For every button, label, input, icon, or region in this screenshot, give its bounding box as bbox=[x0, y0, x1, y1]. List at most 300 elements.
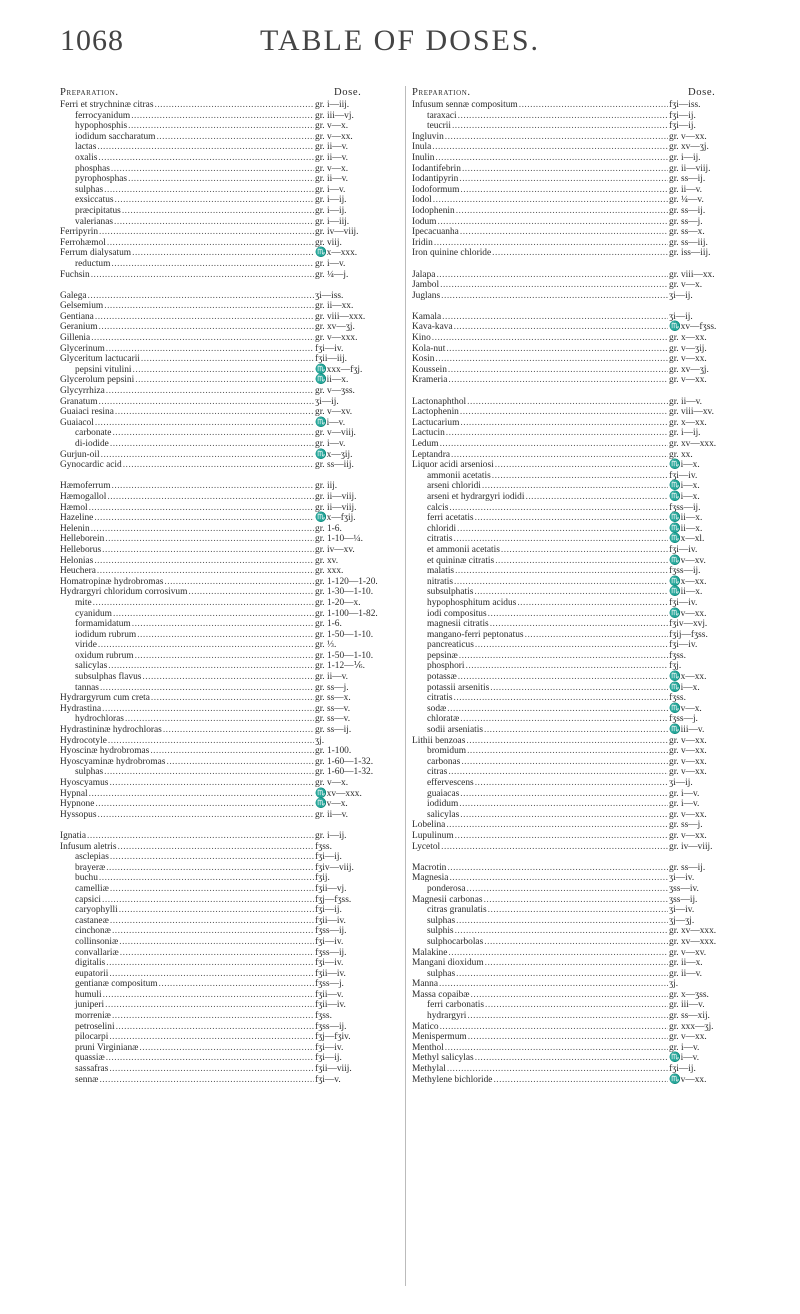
dose-value: gr. xxx—ʒj. bbox=[669, 1021, 714, 1032]
preparation-name: bromidum bbox=[427, 746, 467, 757]
leader-dots bbox=[132, 619, 314, 630]
dose-value: ♏x—xx. bbox=[669, 576, 707, 587]
leader-dots bbox=[103, 990, 314, 1001]
preparation-name: iodi compositus bbox=[427, 608, 487, 619]
preparation-name: Iodophenin bbox=[412, 205, 455, 216]
dose-entry bbox=[60, 958, 410, 969]
preparation-name: Hyoscyamus bbox=[60, 778, 109, 788]
leader-dots bbox=[475, 778, 668, 789]
dose-value: ♏iii—v. bbox=[669, 725, 705, 736]
leader-dots bbox=[107, 238, 314, 249]
column-divider bbox=[405, 86, 406, 1286]
entry-list bbox=[412, 100, 764, 1085]
leader-dots bbox=[97, 142, 314, 153]
dose-entry bbox=[60, 842, 410, 853]
leader-dots bbox=[460, 185, 668, 196]
dose-value: gr. v—xx. bbox=[669, 354, 707, 365]
dose-entry bbox=[60, 926, 410, 937]
dose-value: ʒi—ij. bbox=[669, 778, 693, 788]
dose-value: ♏xxx—fʒj. bbox=[315, 364, 363, 375]
preparation-name: subsulphatis bbox=[427, 587, 474, 598]
preparation-name: Iodoformum bbox=[412, 184, 460, 195]
preparation-name: potassii arsenitis bbox=[427, 682, 490, 693]
preparation-name: iodidum saccharatum bbox=[75, 131, 156, 142]
leader-dots bbox=[492, 471, 668, 482]
leader-dots bbox=[460, 407, 668, 418]
dose-entry bbox=[412, 153, 764, 164]
leader-dots bbox=[163, 725, 314, 736]
dose-entry bbox=[412, 884, 764, 895]
dose-value: ʒi—ij. bbox=[669, 290, 693, 301]
dose-entry bbox=[412, 746, 764, 757]
dose-entry bbox=[412, 683, 764, 694]
preparation-name: hydrochloras bbox=[75, 714, 124, 725]
preparation-name: Infusum sennæ compositum bbox=[412, 100, 518, 110]
dose-value: ♏v—x. bbox=[315, 799, 348, 810]
preparation-name: potassæ bbox=[427, 672, 457, 683]
dose-value: gr. ii—v. bbox=[315, 809, 348, 820]
dose-value: gr. ss—ij. bbox=[315, 725, 352, 736]
dose-entry bbox=[412, 619, 764, 630]
dose-entry bbox=[412, 513, 764, 524]
preparation-name: Lactonaphthol bbox=[412, 396, 467, 407]
leader-dots bbox=[475, 640, 668, 651]
dose-entry bbox=[412, 492, 764, 503]
dose-entry bbox=[412, 979, 764, 990]
dose-value: gr. ss—j. bbox=[315, 682, 349, 693]
dose-entry bbox=[412, 1011, 764, 1022]
leader-dots bbox=[106, 386, 314, 397]
leader-dots bbox=[150, 746, 314, 757]
preparation-name: Menispermum bbox=[412, 1032, 467, 1043]
group-separator bbox=[412, 301, 764, 312]
leader-dots bbox=[119, 937, 314, 948]
dose-entry bbox=[60, 121, 410, 132]
dose-entry bbox=[412, 375, 764, 386]
preparation-name: Juglans bbox=[412, 290, 441, 301]
preparation-name: citras granulatis bbox=[427, 905, 487, 916]
dose-entry bbox=[60, 1053, 410, 1064]
dose-value: gr. viii—xxx. bbox=[315, 311, 366, 322]
leader-dots bbox=[142, 672, 314, 683]
leader-dots bbox=[110, 884, 314, 895]
preparation-name: Lobelina bbox=[412, 820, 446, 831]
dose-entry bbox=[60, 1000, 410, 1011]
dose-entry bbox=[412, 736, 764, 747]
dose-entry bbox=[412, 842, 764, 853]
running-head: TABLE OF DOSES. bbox=[259, 24, 541, 57]
preparation-name: eupatorii bbox=[75, 968, 109, 979]
dose-value: gr. x—xx. bbox=[669, 333, 707, 344]
leader-dots bbox=[448, 365, 668, 376]
dose-entry bbox=[60, 524, 410, 535]
dose-value: gr. ii—viij. bbox=[669, 163, 711, 174]
preparation-name: Menthol bbox=[412, 1042, 444, 1053]
dose-value: ♏xv—xxx. bbox=[315, 788, 362, 799]
preparation-name: digitalis bbox=[75, 958, 106, 969]
preparation-name: Kola-nut bbox=[412, 343, 446, 354]
dose-value: gr. v—ʒss. bbox=[315, 386, 355, 397]
leader-dots bbox=[467, 884, 668, 895]
dose-entry bbox=[412, 206, 764, 217]
dose-value: gr. v—xx. bbox=[669, 767, 707, 778]
dose-entry bbox=[60, 736, 410, 747]
leader-dots bbox=[110, 916, 314, 927]
leader-dots bbox=[454, 322, 668, 333]
dose-value: fʒi—ij. bbox=[669, 1064, 696, 1075]
dose-value: gr. ii—v. bbox=[669, 968, 702, 979]
preparation-name: iodidum bbox=[427, 799, 459, 810]
dose-value: gr. xv—ʒj. bbox=[669, 364, 709, 375]
preparation-name: Lithii benzoas bbox=[412, 735, 466, 746]
leader-dots bbox=[102, 545, 314, 556]
dose-value: gr. iii—vj. bbox=[315, 110, 354, 121]
dose-value: gr. ss—ij. bbox=[669, 174, 706, 185]
leader-dots bbox=[159, 979, 314, 990]
preparation-name: Guaiaci resina bbox=[60, 407, 114, 418]
leader-dots bbox=[467, 397, 668, 408]
preparation-name: pepsini vitulini bbox=[75, 364, 132, 375]
preparation-name: Kosin bbox=[412, 354, 435, 365]
preparation-name: Hydrastina bbox=[60, 703, 102, 714]
dose-value: ♏ii—x. bbox=[315, 375, 349, 386]
dose-entry bbox=[60, 111, 410, 122]
leader-dots bbox=[120, 948, 314, 959]
dose-entry bbox=[412, 195, 764, 206]
preparation-name: Iodol bbox=[412, 195, 432, 206]
dose-entry bbox=[60, 534, 410, 545]
dose-entry bbox=[60, 259, 410, 270]
leader-dots bbox=[490, 683, 668, 694]
dose-value: gr. v—xx. bbox=[669, 131, 707, 142]
dose-value: gr. iss—iij. bbox=[669, 248, 711, 259]
dose-entry bbox=[60, 556, 410, 567]
leader-dots bbox=[488, 905, 668, 916]
dose-entry bbox=[60, 206, 410, 217]
leader-dots bbox=[435, 354, 668, 365]
leader-dots bbox=[94, 513, 314, 524]
leader-dots bbox=[454, 693, 668, 704]
preparation-name: ponderosa bbox=[427, 883, 466, 894]
preparation-name: Manna bbox=[412, 979, 439, 990]
dose-value: fʒi—iv. bbox=[315, 1042, 344, 1053]
dose-entry bbox=[60, 418, 410, 429]
dose-value: gr. i—v. bbox=[669, 788, 700, 799]
leader-dots bbox=[482, 481, 668, 492]
leader-dots bbox=[128, 174, 314, 185]
dose-entry bbox=[60, 291, 410, 302]
leader-dots bbox=[460, 418, 668, 429]
dose-entry bbox=[412, 863, 764, 874]
preparation-name: Inula bbox=[412, 142, 432, 153]
preparation-name: mite bbox=[75, 597, 92, 608]
leader-dots bbox=[110, 852, 314, 863]
dose-entry bbox=[412, 460, 764, 471]
dose-entry bbox=[60, 979, 410, 990]
leader-dots bbox=[445, 132, 668, 143]
dose-entry bbox=[412, 789, 764, 800]
leader-dots bbox=[110, 439, 314, 450]
dose-entry bbox=[412, 1053, 764, 1064]
dose-entry bbox=[412, 174, 764, 185]
leader-dots bbox=[467, 746, 668, 757]
dose-value: gr. ii—v. bbox=[669, 396, 702, 407]
dose-value: fʒiv—viij. bbox=[315, 862, 354, 873]
leader-dots bbox=[458, 672, 668, 683]
preparation-name: capsici bbox=[75, 894, 102, 905]
leader-dots bbox=[93, 598, 314, 609]
leader-dots bbox=[99, 1075, 314, 1086]
preparation-name: Glycerinum bbox=[60, 343, 105, 354]
dose-value: ♏v—xx. bbox=[669, 1074, 707, 1085]
dose-entry bbox=[60, 746, 410, 757]
dose-entry bbox=[60, 1022, 410, 1033]
dose-entry bbox=[412, 672, 764, 683]
dose-entry bbox=[60, 142, 410, 153]
dose-value: gr. i—iij. bbox=[315, 100, 350, 110]
preparation-name: teucrii bbox=[427, 121, 451, 132]
dose-value: gr. 1-100—1-82. bbox=[315, 608, 378, 619]
dose-value: fʒss—j. bbox=[669, 714, 698, 725]
dose-entry bbox=[412, 333, 764, 344]
leader-dots bbox=[440, 439, 668, 450]
preparation-name: Inulin bbox=[412, 152, 435, 163]
preparation-name: caryophylli bbox=[75, 905, 118, 916]
leader-dots bbox=[116, 1022, 314, 1033]
preparation-name: humuli bbox=[75, 989, 102, 1000]
group-separator bbox=[60, 471, 410, 482]
leader-dots bbox=[436, 270, 668, 281]
preparation-name: viride bbox=[75, 640, 97, 651]
leader-dots bbox=[447, 1064, 668, 1075]
dose-entry bbox=[412, 990, 764, 1001]
preparation-name: Hydrargyrum cum creta bbox=[60, 693, 150, 704]
dose-entry bbox=[60, 227, 410, 238]
dose-value: gr. v—xx. bbox=[669, 375, 707, 386]
dose-value: gr. xv—xxx. bbox=[669, 936, 717, 947]
dose-entry bbox=[60, 577, 410, 588]
dose-entry bbox=[412, 164, 764, 175]
dose-entry bbox=[412, 238, 764, 249]
leader-dots bbox=[106, 863, 314, 874]
leader-dots bbox=[446, 344, 668, 355]
leader-dots bbox=[460, 789, 668, 800]
dose-entry bbox=[412, 757, 764, 768]
dose-entry bbox=[60, 852, 410, 863]
dose-entry bbox=[412, 450, 764, 461]
dose-value: gr. i—v. bbox=[669, 799, 700, 810]
dose-value: fʒss—ij. bbox=[669, 566, 701, 577]
dose-value: ʒi—iss. bbox=[315, 290, 344, 301]
dose-value: fʒij. bbox=[315, 873, 330, 884]
preparation-name: ferrocyanidum bbox=[75, 110, 131, 121]
dose-value: ♏v—x. bbox=[669, 703, 702, 714]
leader-dots bbox=[100, 683, 314, 694]
preparation-name: Kino bbox=[412, 333, 431, 344]
dose-entry bbox=[60, 407, 410, 418]
dose-value: gr. v—xx. bbox=[669, 746, 707, 757]
leader-dots bbox=[452, 121, 668, 132]
leader-dots bbox=[111, 259, 314, 270]
dose-entry bbox=[412, 587, 764, 598]
leader-dots bbox=[105, 1000, 314, 1011]
preparation-name: præcipitatus bbox=[75, 205, 121, 216]
dose-value: gr. v—xx. bbox=[669, 1032, 707, 1043]
dose-value: fʒi—iv. bbox=[669, 544, 698, 555]
dose-entry bbox=[60, 195, 410, 206]
leader-dots bbox=[118, 842, 315, 853]
preparation-name: Hydrargyri chloridum corrosivum bbox=[60, 587, 188, 598]
preparation-name: nitratis bbox=[427, 576, 454, 587]
leader-dots bbox=[440, 1022, 668, 1033]
dose-entry bbox=[60, 132, 410, 143]
preparation-name: Koussein bbox=[412, 364, 447, 375]
preparation-name: Hæmogallol bbox=[60, 491, 107, 502]
preparation-name: Gentiana bbox=[60, 311, 94, 322]
leader-dots bbox=[439, 979, 668, 990]
dose-value: gr. ss—j. bbox=[669, 216, 703, 227]
dose-entry bbox=[60, 503, 410, 514]
dose-value: fʒii—iv. bbox=[315, 915, 346, 926]
leader-dots bbox=[458, 111, 668, 122]
leader-dots bbox=[449, 873, 668, 884]
dose-value: gr. xv—ʒj. bbox=[315, 322, 355, 333]
preparation-name: morreniæ bbox=[75, 1011, 111, 1022]
dose-entry bbox=[412, 142, 764, 153]
leader-dots bbox=[91, 270, 314, 281]
dose-value: gr. i—v. bbox=[669, 1042, 700, 1053]
preparation-name: phosphas bbox=[75, 163, 110, 174]
leader-dots bbox=[448, 767, 668, 778]
dose-value: gr. i—ij. bbox=[315, 830, 347, 841]
leader-dots bbox=[455, 831, 668, 842]
dose-value: fʒss. bbox=[315, 841, 332, 852]
dose-entry bbox=[412, 577, 764, 588]
dose-entry bbox=[60, 344, 410, 355]
dose-value: ♏v—xv. bbox=[669, 555, 706, 566]
preparation-name: iodidum rubrum bbox=[75, 629, 137, 640]
group-separator bbox=[412, 852, 764, 863]
preparation-name: Iodantipyrin bbox=[412, 174, 459, 185]
dose-entry bbox=[412, 407, 764, 418]
leader-dots bbox=[454, 534, 668, 545]
dose-entry bbox=[60, 587, 410, 598]
dose-entry bbox=[60, 100, 410, 111]
dose-entry bbox=[412, 640, 764, 651]
preparation-name: tannas bbox=[75, 682, 99, 693]
dose-entry bbox=[60, 990, 410, 1001]
preparation-name: castaneæ bbox=[75, 915, 109, 926]
preparation-name: collinsoniæ bbox=[75, 936, 119, 947]
preparation-name: Helonias bbox=[60, 555, 94, 566]
header-dose: Dose. bbox=[334, 87, 362, 98]
leader-dots bbox=[434, 238, 668, 249]
dose-entry bbox=[60, 916, 410, 927]
dose-entry bbox=[412, 1032, 764, 1043]
preparation-name: Hæmoferrum bbox=[60, 481, 111, 492]
preparation-name: sulphas bbox=[427, 915, 456, 926]
dose-entry bbox=[60, 937, 410, 948]
leader-dots bbox=[101, 450, 314, 461]
preparation-name: sulphas bbox=[427, 968, 456, 979]
dose-value: ♏x—ʒij. bbox=[315, 449, 353, 460]
dose-entry bbox=[60, 439, 410, 450]
preparation-name: Lactophenin bbox=[412, 407, 459, 418]
dose-entry bbox=[412, 916, 764, 927]
preparation-name: sulphas bbox=[75, 767, 104, 778]
dose-entry bbox=[60, 799, 410, 810]
dose-value: ʒss—iv. bbox=[669, 883, 699, 894]
leader-dots bbox=[490, 619, 668, 630]
preparation-name: Guaiacol bbox=[60, 417, 94, 428]
dose-value: gr. v—xv. bbox=[669, 947, 707, 958]
dose-value: gr. ii—v. bbox=[669, 184, 702, 195]
dose-value: gr. ss—iij. bbox=[669, 237, 708, 248]
preparation-name: buchu bbox=[75, 873, 98, 884]
leader-dots bbox=[455, 566, 668, 577]
dose-entry bbox=[60, 767, 410, 778]
dose-entry bbox=[412, 926, 764, 937]
dose-value: gr. ss—x. bbox=[315, 693, 351, 704]
preparation-name: lactas bbox=[75, 142, 97, 153]
dose-value: fʒii—vj. bbox=[315, 883, 347, 894]
dose-entry bbox=[60, 704, 410, 715]
preparation-name: Jambol bbox=[412, 280, 440, 291]
dose-entry bbox=[412, 905, 764, 916]
dose-value: fʒi—v. bbox=[315, 1074, 341, 1085]
dose-entry bbox=[412, 280, 764, 291]
dose-entry bbox=[60, 322, 410, 333]
dose-value: fʒj—fʒss. bbox=[315, 894, 352, 905]
preparation-name: Matico bbox=[412, 1021, 439, 1032]
preparation-name: mangano-ferri peptonatus bbox=[427, 629, 524, 640]
dose-entry bbox=[60, 598, 410, 609]
dose-entry bbox=[60, 1064, 410, 1075]
dose-value: fʒss—ij. bbox=[669, 502, 701, 513]
preparation-name: Hypnal bbox=[60, 788, 88, 799]
dose-value: fʒi—ij. bbox=[669, 110, 696, 121]
dose-value: gr. i—ij. bbox=[315, 195, 347, 206]
leader-dots bbox=[98, 153, 314, 164]
dose-value: gr. v—xv. bbox=[315, 407, 353, 418]
dose-entry bbox=[60, 354, 410, 365]
leader-dots bbox=[466, 736, 668, 747]
leader-dots bbox=[525, 630, 668, 641]
dose-value: ♏ii—x. bbox=[669, 513, 703, 524]
preparation-name: Macrotin bbox=[412, 862, 447, 873]
dose-entry bbox=[60, 492, 410, 503]
dose-value: gr. iij. bbox=[315, 481, 338, 492]
leader-dots bbox=[87, 831, 314, 842]
dose-entry bbox=[412, 365, 764, 376]
dose-value: fʒss. bbox=[669, 693, 686, 704]
leader-dots bbox=[128, 121, 314, 132]
leader-dots bbox=[484, 937, 668, 948]
dose-value: fʒi—ij. bbox=[669, 121, 696, 132]
preparation-name: Hydrastininæ hydrochloras bbox=[60, 725, 162, 736]
header-preparation: Preparation. bbox=[60, 87, 119, 98]
preparation-name: ferri acetatis bbox=[427, 513, 474, 524]
preparation-name: Kamala bbox=[412, 311, 442, 322]
dose-value: gr. ii—viij. bbox=[315, 502, 357, 513]
preparation-name: quassiæ bbox=[75, 1053, 105, 1064]
dose-entry bbox=[60, 778, 410, 789]
preparation-name: salicylas bbox=[75, 661, 108, 672]
leader-dots bbox=[471, 990, 668, 1001]
dose-value: gr. 1-50—1-10. bbox=[315, 629, 374, 640]
leader-dots bbox=[454, 577, 668, 588]
dose-entry bbox=[60, 375, 410, 386]
